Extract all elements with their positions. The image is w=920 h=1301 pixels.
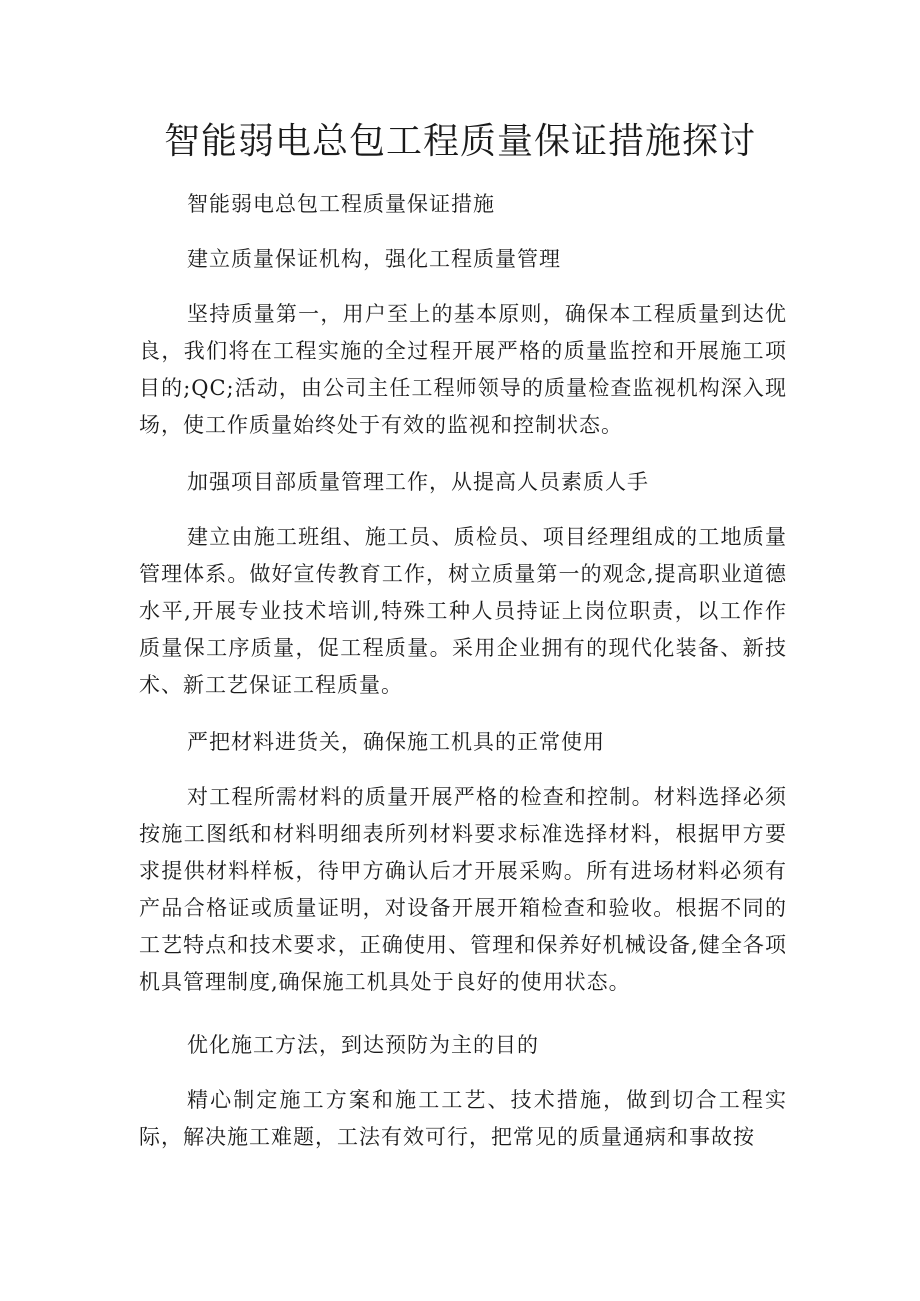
body-paragraph: 坚持质量第一，用户至上的基本原则，确保本工程质量到达优良，我们将在工程实施的全过程开展严格的质量监控和开展施工项目的;QC;活动，由公司主任工程师领导的质量检查监视机构深入现场，使工作质量始终处于有效的监视和控制状态。 [139,302,787,437]
body-paragraph: 建立由施工班组、施工员、质检员、项目经理组成的工地质量管理体系。做好宣传教育工作，树立质量第一的观念,提高职业道德水平,开展专业技术培训,特殊工种人员持证上岗位职责，以工作作质量保工序质量，促工程质量。采用企业拥有的现代化装备、新技术、新工艺保证工程质量。 [139,525,787,697]
body-paragraph: 对工程所需材料的质量开展严格的检查和控制。材料选择必须按施工图纸和材料明细表所列材料要求标准选择材料，根据甲方要求提供材料样板，待甲方确认后才开展采购。所有进场材料必须有产品合格证或质量证明，对设备开展开箱检查和验收。根据不同的工艺特点和技术要求，正确使用、管理和保养好机械设备,健全各项机具管理制度,确保施工机具处于良好的使用状态。 [139,785,787,994]
document-title: 智能弱电总包工程质量保证措施探讨 [163,121,756,162]
section-heading: 加强项目部质量管理工作，从提高人员素质人手 [187,470,649,494]
section-heading: 严把材料进货关，确保施工机具的正常使用 [187,730,605,754]
document-body [139,186,787,1176]
body-paragraph: 精心制定施工方案和施工工艺、技术措施，做到切合工程实际，解决施工难题，工法有效可行，把常见的质量通病和事故按 [139,1088,787,1149]
section-heading: 优化施工方法，到达预防为主的目的 [187,1033,539,1057]
section-heading: 智能弱电总包工程质量保证措施 [187,192,495,216]
section-heading: 建立质量保证机构，强化工程质量管理 [187,247,561,271]
